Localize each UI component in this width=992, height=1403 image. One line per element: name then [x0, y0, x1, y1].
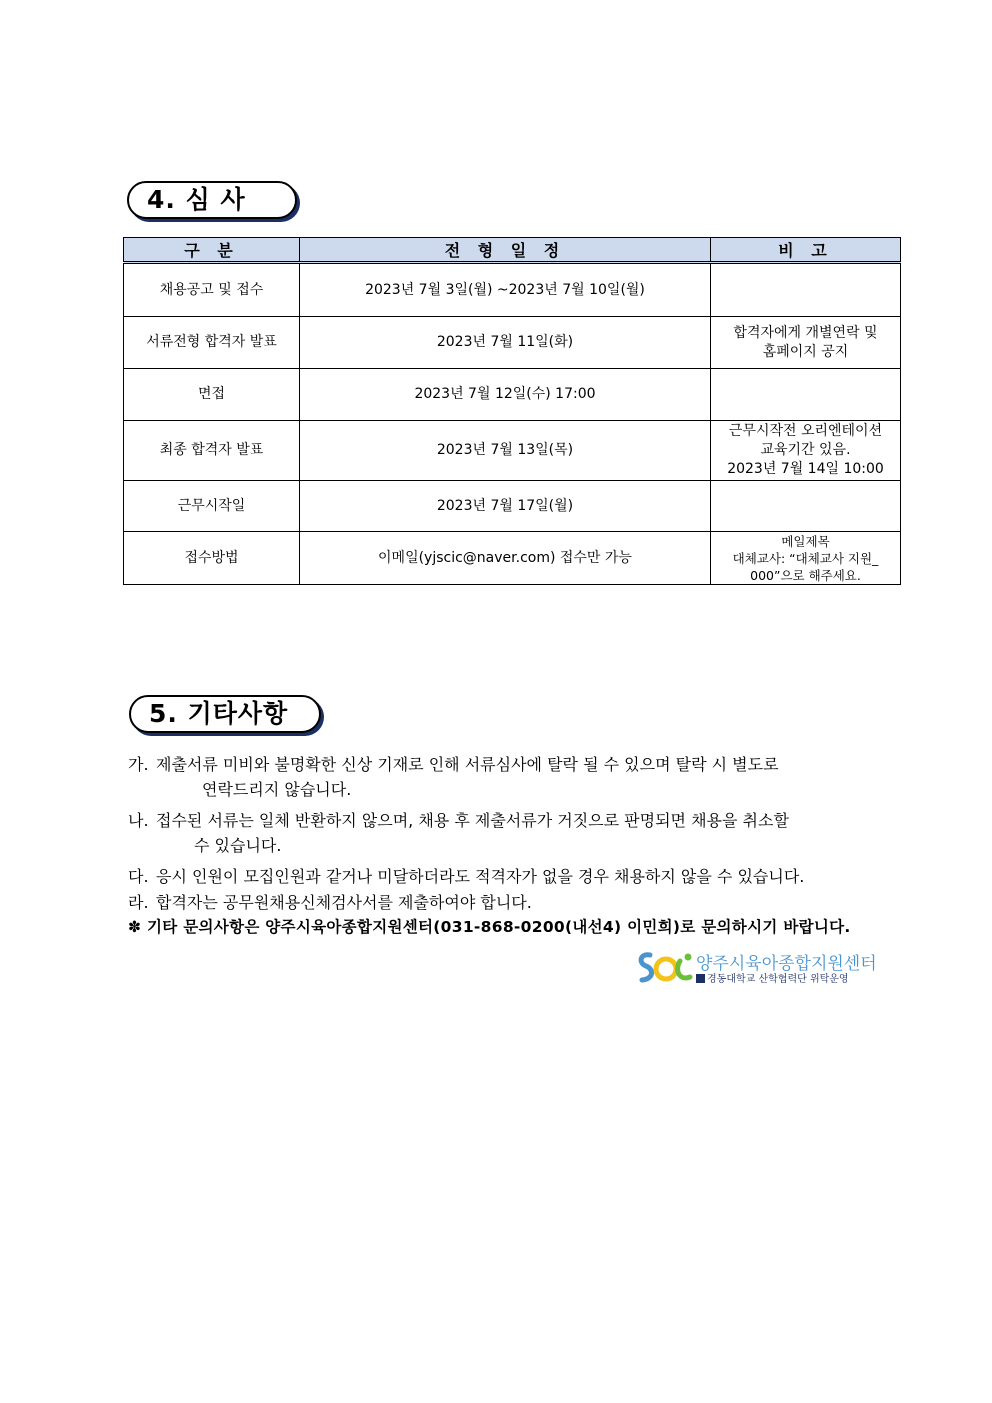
- center-logo-icon: [636, 949, 694, 985]
- item-line-continued: 연락드리지 않습니다.: [202, 780, 352, 799]
- note-line: 합격자에게 개별연락 및: [733, 324, 878, 341]
- note-line: 메일제목: [781, 533, 830, 549]
- note-line: 대체교사: “대체교사 지원_: [732, 550, 879, 566]
- item-line: 제출서류 미비와 불명확한 신상 기재로 인해 서류심사에 탈락 될 수 있으며 탈락 시 별도로: [156, 755, 779, 774]
- note-line: 000”으로 해주세요.: [750, 567, 861, 583]
- section-4-title: 4. 심 사: [127, 181, 297, 219]
- item-label: 나.: [128, 811, 149, 830]
- center-logo-name: 양주시육아종합지원센터: [696, 954, 877, 974]
- list-item: [128, 752, 878, 802]
- item-text: 합격자는 공무원채용신체검사서를 제출하여야 합니다.: [156, 893, 532, 912]
- notes-list: [128, 752, 878, 916]
- item-text: 응시 인원이 모집인원과 같거나 미달하더라도 적격자가 없을 경우 채용하지 않을 수 있습니다.: [156, 867, 805, 886]
- note-line: 근무시작전 오리엔테이션: [728, 423, 883, 439]
- university-crest-icon: [696, 974, 705, 983]
- contact-info: ✽ 기타 문의사항은 양주시육아종합지원센터(031-868-0200(내선4) 이민희)로 문의하시기 바랍니다.: [128, 918, 851, 936]
- center-logo-subtitle: [696, 970, 849, 985]
- row-category: 면접: [124, 369, 300, 421]
- section-5-title: 5. 기타사항: [129, 695, 321, 733]
- row-schedule: 2023년 7월 17일(월): [300, 481, 711, 532]
- center-logo: [636, 949, 877, 985]
- row-category: 근무시작일: [124, 481, 300, 532]
- table-row: [124, 369, 901, 421]
- row-schedule: 이메일(yjscic@naver.com) 접수만 가능: [300, 532, 711, 585]
- row-category: 서류전형 합격자 발표: [124, 317, 300, 369]
- header-note: 비 고: [711, 238, 901, 263]
- item-label: 가.: [128, 755, 149, 774]
- item-label: 다.: [128, 867, 149, 886]
- table-row: [124, 263, 901, 317]
- item-label: 라.: [128, 893, 149, 912]
- row-note: [711, 369, 901, 421]
- schedule-table: [123, 237, 901, 585]
- table-row: [124, 532, 901, 585]
- list-item: [128, 890, 878, 915]
- table-row: [124, 317, 901, 369]
- row-category: 최종 합격자 발표: [124, 421, 300, 481]
- item-line: 접수된 서류는 일체 반환하지 않으며, 채용 후 제출서류가 거짓으로 판명되면 채용을 취소할: [156, 811, 789, 830]
- list-item: [128, 808, 878, 858]
- header-category: 구 분: [124, 238, 300, 263]
- row-category: 접수방법: [124, 532, 300, 585]
- row-note: [711, 263, 901, 317]
- row-schedule: 2023년 7월 12일(수) 17:00: [300, 369, 711, 421]
- note-line: 홈페이지 공지: [762, 343, 849, 360]
- row-note: [711, 481, 901, 532]
- note-line: 2023년 7월 14일 10:00: [727, 461, 884, 477]
- row-schedule: 2023년 7월 13일(목): [300, 421, 711, 481]
- table-header-row: [124, 238, 901, 263]
- row-note: [711, 532, 901, 585]
- row-schedule: 2023년 7월 3일(월) ~2023년 7월 10일(월): [300, 263, 711, 317]
- item-text: [156, 752, 878, 802]
- list-item: [128, 864, 878, 889]
- note-line: 교육기간 있음.: [760, 442, 851, 458]
- item-line-continued: 수 있습니다.: [194, 836, 282, 855]
- table-row: [124, 421, 901, 481]
- row-note: [711, 421, 901, 481]
- row-note: [711, 317, 901, 369]
- center-logo-subtitle-text: 경동대학교 산학협력단 위탁운영: [707, 974, 849, 985]
- row-schedule: 2023년 7월 11일(화): [300, 317, 711, 369]
- header-schedule: 전 형 일 정: [300, 238, 711, 263]
- item-text: [156, 808, 878, 858]
- row-category: 채용공고 및 접수: [124, 263, 300, 317]
- table-row: [124, 481, 901, 532]
